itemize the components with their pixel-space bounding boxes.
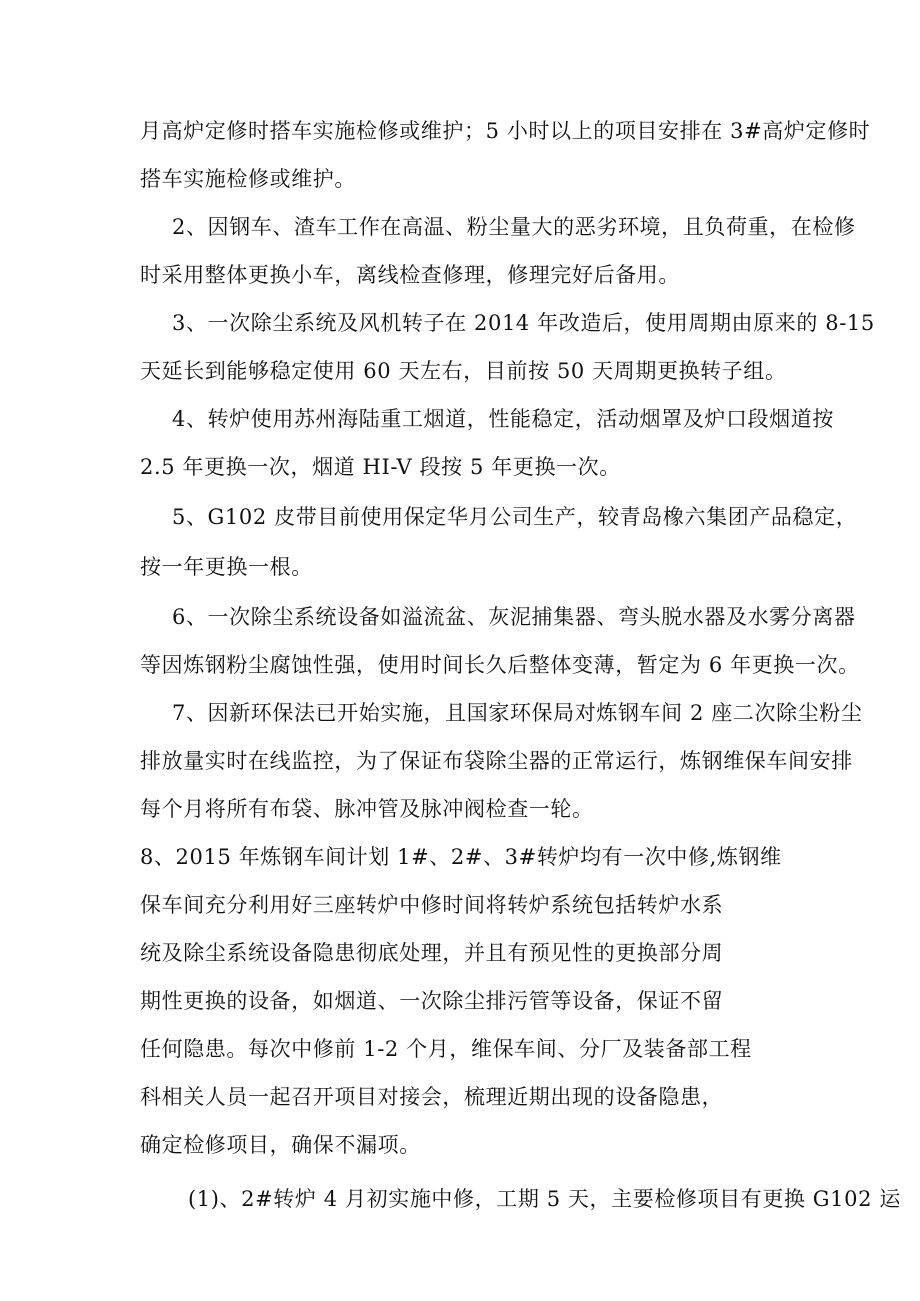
text-line: 4、转炉使用苏州海陆重工烟道，性能稳定，活动烟罩及炉口段烟道按 bbox=[172, 407, 834, 431]
text-line: 8、2015 年炼钢车间计划 1#、2#、3#转炉均有一次中修,炼钢维 bbox=[140, 845, 782, 869]
text-line: 6、一次除尘系统设备如溢流盆、灰泥捕集器、弯头脱水器及水雾分离器 bbox=[172, 605, 856, 629]
text-line: 统及除尘系统设备隐患彻底处理，并且有预见性的更换部分周 bbox=[140, 941, 724, 965]
text-line: 5、G102 皮带目前使用保定华月公司生产，较青岛橡六集团产品稳定， bbox=[172, 505, 858, 529]
text-line: 保车间充分利用好三座转炉中修时间将转炉系统包括转炉水系 bbox=[140, 893, 724, 917]
text-line: 等因炼钢粉尘腐蚀性强，使用时间长久后整体变薄，暂定为 6 年更换一次。 bbox=[140, 653, 860, 677]
text-line: 排放量实时在线监控，为了保证布袋除尘器的正常运行，炼钢维保车间安排 bbox=[140, 749, 853, 773]
text-line: 任何隐患。每次中修前 1-2 个月，维保车间、分厂及装备部工程 bbox=[140, 1037, 752, 1061]
text-line: 2、因钢车、渣车工作在高温、粉尘量大的恶劣环境，且负荷重，在检修 bbox=[172, 215, 856, 239]
text-line: 2.5 年更换一次，烟道 HI-V 段按 5 年更换一次。 bbox=[140, 455, 621, 479]
text-line: 3、一次除尘系统及风机转子在 2014 年改造后，使用周期由原来的 8-15 bbox=[172, 311, 875, 335]
text-line: 搭车实施检修或维护。 bbox=[140, 167, 356, 191]
text-line: 每个月将所有布袋、脉冲管及脉冲阀检查一轮。 bbox=[140, 797, 594, 821]
text-line: 天延长到能够稳定使用 60 天左右，目前按 50 天周期更换转子组。 bbox=[140, 359, 787, 383]
text-line: 期性更换的设备，如烟道、一次除尘排污管等设备，保证不留 bbox=[140, 989, 724, 1013]
text-line: 按一年更换一根。 bbox=[140, 555, 313, 579]
text-line: (1)、2#转炉 4 月初实施中修，工期 5 天，主要检修项目有更换 G102 运 bbox=[188, 1187, 901, 1211]
text-line: 7、因新环保法已开始实施，且国家环保局对炼钢车间 2 座二次除尘粉尘 bbox=[172, 701, 863, 725]
text-line: 确定检修项目，确保不漏项。 bbox=[140, 1133, 421, 1157]
text-line: 科相关人员一起召开项目对接会，梳理近期出现的设备隐患， bbox=[140, 1085, 724, 1109]
text-line: 月高炉定修时搭车实施检修或维护；5 小时以上的项目安排在 3#高炉定修时 bbox=[140, 119, 871, 143]
text-line: 时采用整体更换小车，离线检查修理，修理完好后备用。 bbox=[140, 263, 680, 287]
